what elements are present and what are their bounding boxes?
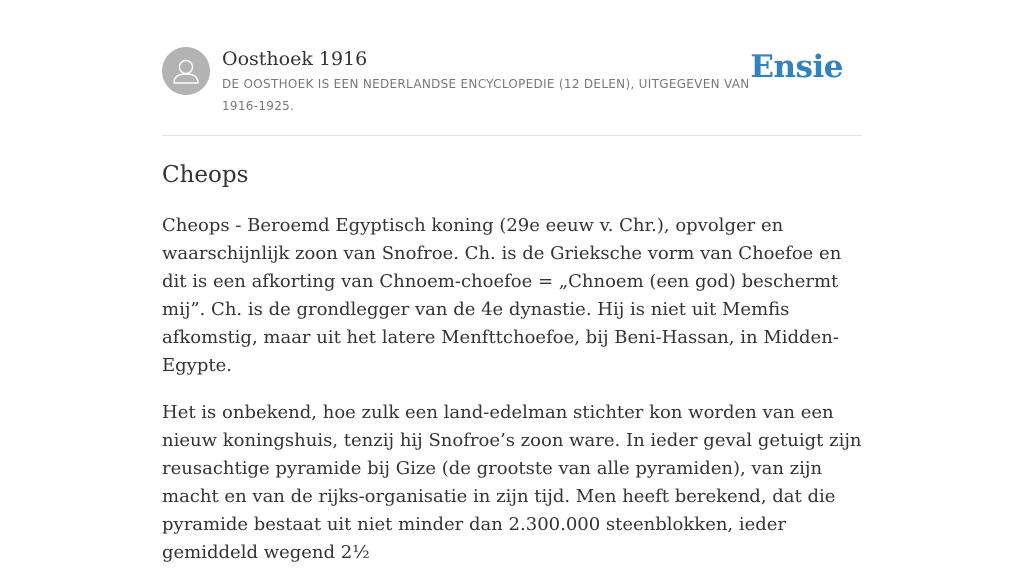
divider — [162, 135, 862, 136]
article-body — [162, 212, 862, 586]
paragraph: Het is onbekend, hoe zulk een land-edelman stichter kon worden van een nieuw koningshuis, tenzij hij Snofroe’s zoon ware. In ieder geval getuigt zijn reusachtige pyramide bij Gize (de grootste van alle pyramiden), van zijn macht en van de rijks-organisatie in zijn tijd. Men heeft berekend, dat die pyramide bestaat uit niet minder dan 2.300.000 steenblokken, ieder gemiddeld wegend 2½ — [162, 402, 862, 563]
source-description: DE OOSTHOEK IS EEN NEDERLANDSE ENCYCLOPEDIE (12 DELEN), UITGEGEVEN VAN 1916-1925. — [222, 77, 750, 113]
article-title: Cheops — [162, 162, 249, 188]
avatar[interactable] — [162, 47, 210, 95]
user-icon — [162, 47, 210, 95]
source-title[interactable]: Oosthoek 1916 — [222, 48, 368, 70]
source-header — [162, 45, 862, 115]
paragraph: Cheops - Beroemd Egyptisch koning (29e eeuw v. Chr.), opvolger en waarschijnlijk zoon van Snofroe. Ch. is de Grieksche vorm van Choefoe en dit is een afkorting van Chnoem-choefoe = „Chnoem (een god) beschermt mij”. Ch. is de grondlegger van de 4e dynastie. Hij is niet uit Memfis afkomstig, maar uit het latere Menfttchoefoe, bij Beni-Hassan, in Midden-Egypte. — [162, 215, 842, 376]
brand-logo[interactable]: Ensie — [750, 49, 843, 85]
